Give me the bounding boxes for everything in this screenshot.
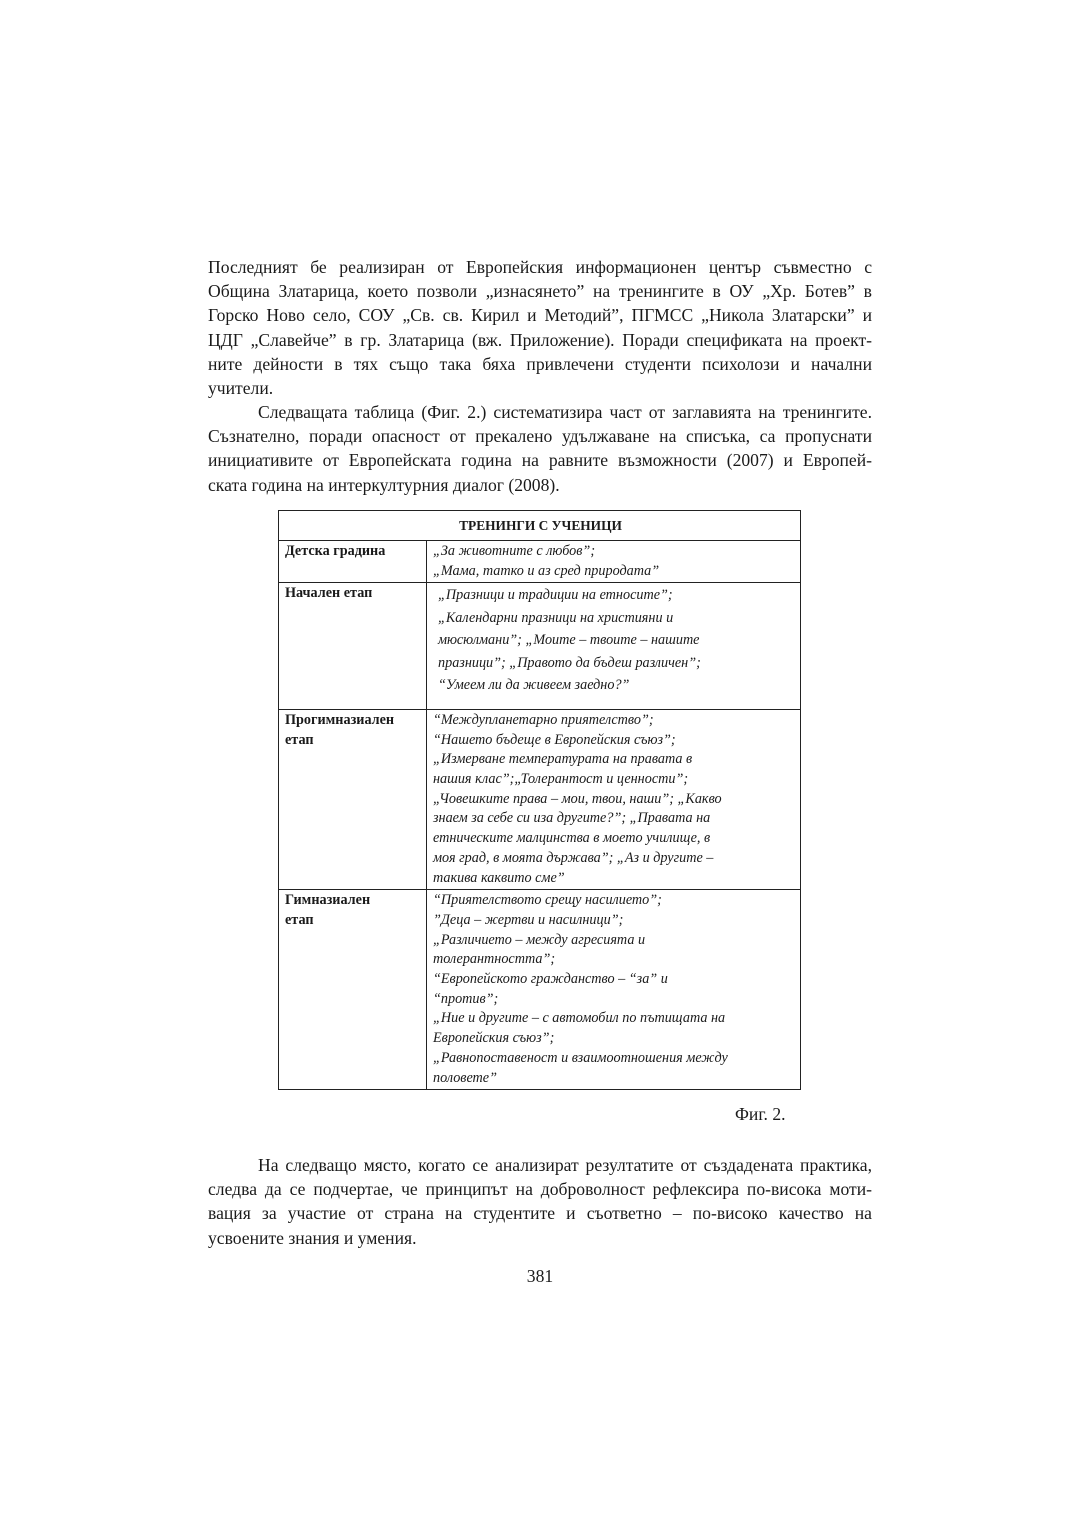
- title-line: „Празници и традиции на етносите”;: [438, 587, 673, 604]
- title-line: нашия клас”;„Толерантост и ценности”;: [433, 771, 689, 788]
- title-line: „Календарни празници на християни и: [438, 609, 674, 626]
- text-line: вация за участие от страна на студентите и съответно – по-високо качество на: [208, 1203, 872, 1224]
- title-line: празници”; „Правото да бъдеш различен”;: [438, 654, 701, 671]
- paragraph-2: [208, 400, 872, 497]
- title-line: “Европейското гражданство – “за” и: [433, 971, 668, 988]
- stage-cell: [279, 890, 427, 1090]
- text-line: Съзнателно, поради опасност от прекалено удължаване на списъка, са пропуснати: [208, 426, 872, 447]
- table-header: ТРЕНИНГИ С УЧЕНИЦИ: [279, 511, 801, 541]
- text-line: Последният бе реализиран от Европейския информационен център съвместно с: [208, 257, 872, 277]
- title-line: „Измерване температурата на правата в: [433, 751, 693, 768]
- table-row: [279, 541, 801, 583]
- stage-cell: [279, 541, 427, 583]
- text-line: Горско Ново село, СОУ „Св. св. Кирил и Методий”, ПГМСС „Никола Златарски” и: [208, 305, 872, 326]
- text-line: учители.: [208, 378, 274, 399]
- stage-label: Прогимназиален: [285, 711, 395, 728]
- title-line: знаем за себе си иза другите?”; „Правата на: [433, 810, 711, 827]
- title-line: “Умеем ли да живеем заедно?”: [438, 677, 630, 694]
- text-line: инициативите от Европейската година на равните възможности (2007) и Европей-: [208, 450, 872, 471]
- title-line: толерантността”;: [433, 951, 556, 968]
- title-line: “Приятелството срещу насилието”;: [433, 892, 662, 909]
- table-row: [279, 583, 801, 710]
- stage-label: Гимназиален: [285, 892, 371, 909]
- title-line: „Различието – между агресията и: [433, 931, 646, 948]
- title-line: ”Деца – жертви и насилници”;: [433, 911, 624, 928]
- stage-cell: [279, 709, 427, 889]
- stage-label: етап: [285, 731, 314, 748]
- title-line: мюсюлмани”; „Моите – твоите – нашите: [438, 632, 700, 649]
- title-line: „Равнопоставеност и взаимоотношения между: [433, 1049, 728, 1066]
- title-line: “Междупланетарно приятелство”;: [433, 711, 654, 728]
- text-line: следва да се подчертае, че принципът на доброволност рефлексира по-висока моти-: [208, 1179, 872, 1200]
- title-line: „Ние и другите – с автомобил по пътищата на: [433, 1010, 726, 1027]
- titles-cell: [427, 709, 801, 889]
- titles-cell: [427, 890, 801, 1090]
- title-line: Европейския съюз”;: [433, 1030, 555, 1047]
- text-line: На следващо място, когато се анализират резултатите от създадената практика,: [258, 1155, 872, 1175]
- table-row: [279, 709, 801, 889]
- title-line: “против”;: [433, 990, 499, 1007]
- text-line: ската година на интеркултурния диалог (2008).: [208, 474, 560, 495]
- page-number: 381: [526, 1266, 554, 1286]
- figure-caption: Фиг. 2.: [735, 1104, 786, 1124]
- titles-cell: [427, 583, 801, 710]
- text-line: Община Златарица, което позволи „изнасянето” на тренингите в ОУ „Хр. Ботев” в: [208, 281, 872, 302]
- paragraph-1: [208, 255, 872, 400]
- title-line: „Човешките права – мои, твои, наши”; „Какво: [433, 790, 722, 807]
- text-line: ните дейности в тях също така бяха привлечени студенти психолози и начални: [208, 353, 872, 374]
- title-line: моя град, в моята държава”; „Аз и другите –: [433, 849, 714, 866]
- titles-cell: [427, 541, 801, 583]
- stage-label: етап: [285, 911, 314, 928]
- title-line: половете”: [433, 1069, 497, 1086]
- title-line: „За животните с любов”;: [433, 543, 596, 559]
- stage-label: Детска градина: [285, 543, 386, 559]
- text-line: ЦДГ „Славейче” в гр. Златарица (вж. Приложение). Поради спецификата на проект-: [208, 329, 872, 350]
- stage-label: Начален етап: [285, 585, 373, 602]
- title-line: етническите малцинства в моето училище, в: [433, 830, 711, 847]
- title-line: “Нашето бъдеще в Европейския съюз”;: [433, 731, 676, 748]
- table-row: [279, 890, 801, 1090]
- trainings-table: [278, 510, 801, 1090]
- paragraph-3: [208, 1153, 872, 1250]
- title-line: такива каквито сме”: [433, 869, 565, 886]
- text-line: усвоените знания и умения.: [208, 1227, 417, 1248]
- stage-cell: [279, 583, 427, 710]
- title-line: „Мама, татко и аз сред природата”: [433, 562, 660, 579]
- text-line: Следващата таблица (Фиг. 2.) систематизира част от заглавията на тренингите.: [258, 402, 872, 422]
